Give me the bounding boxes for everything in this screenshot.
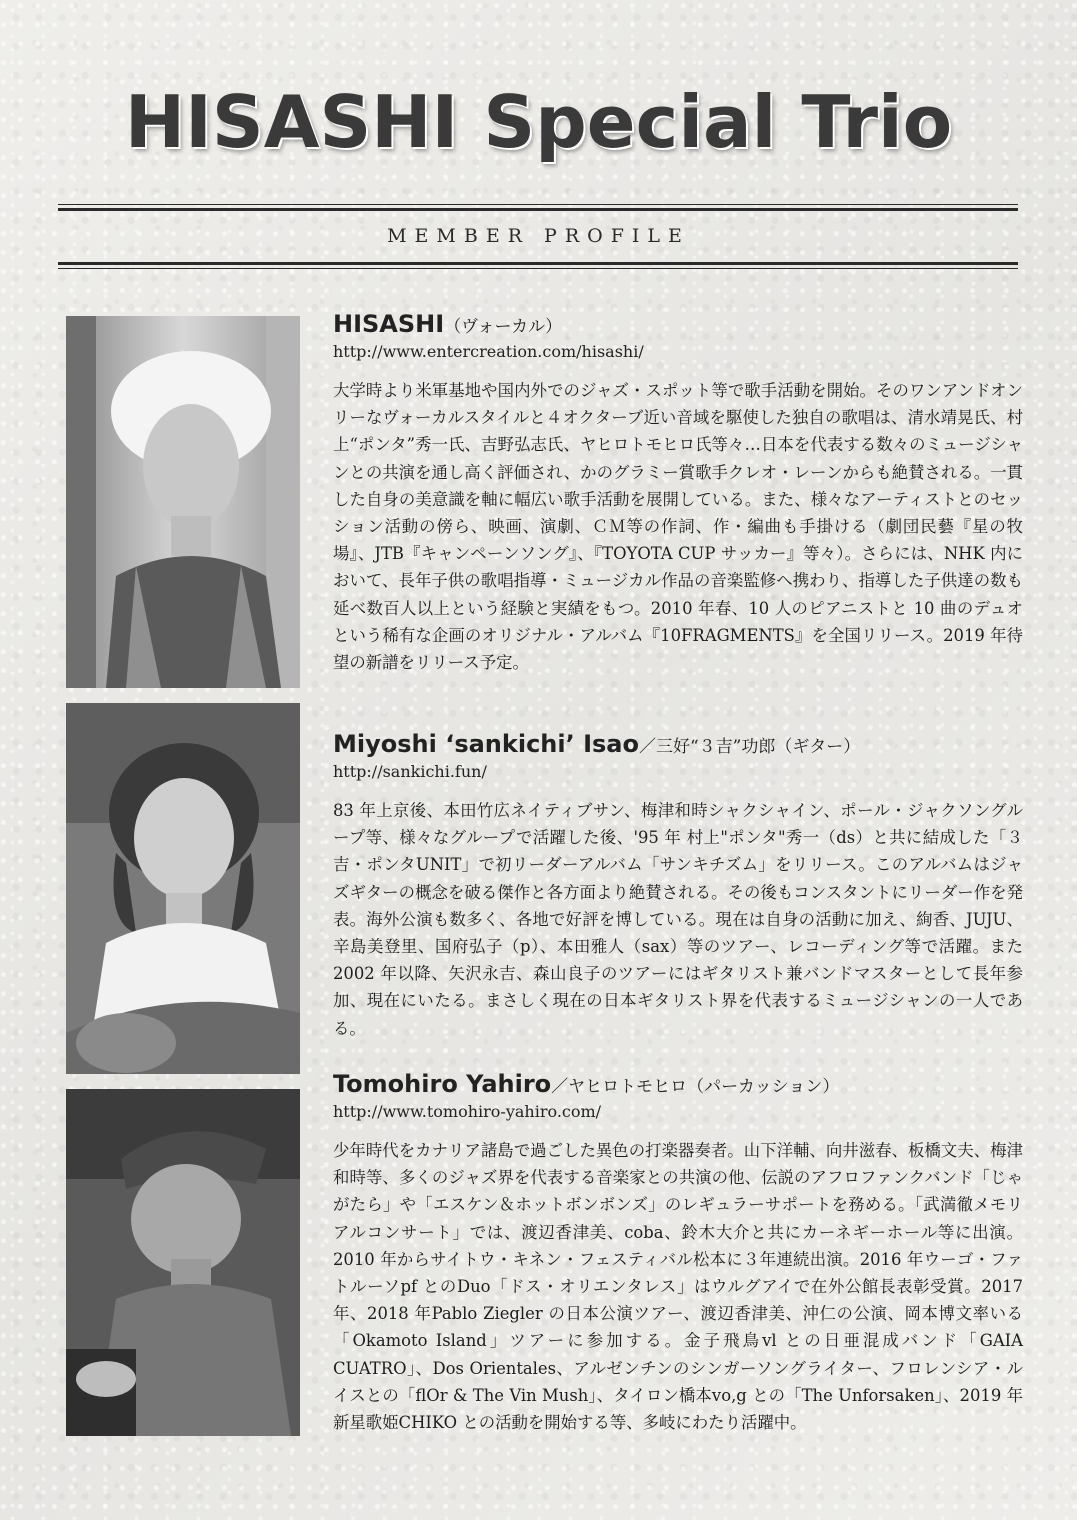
member-url-link[interactable]: http://www.tomohiro-yahiro.com/ [333, 1102, 602, 1121]
member-role: ／ヤヒロトモヒロ（パーカッション） [551, 1077, 840, 1097]
member-bio: 大学時より米軍基地や国内外でのジャズ・スポット等で歌手活動を開始。そのワンアンドオンリーなヴォーカルスタイルと４オクターブ近い音域を駆使した独自の歌唱は、清水靖晃氏、村上“ポンタ”秀一氏、吉野弘志氏、ヤヒロトモヒロ氏等々…日本を代表する数々のミュージシャンとの共演を通し高く評価され、かのグラミー賞歌手クレオ・レーンからも絶賛される。一貫した自身の美意識を軸に幅広い歌手活動を展開している。また、様々なアーティストとのセッション活動の傍ら、映画、演劇、ＣＭ等の作詞、作・編曲も手掛ける（劇団民藝『星の牧場』、JTB『キャンペーンソング』、『TOYOTA CUP サッカー』等々）。さらには、NHK 内において、長年子供の歌唱指導・ミュージカル作品の音楽監修へ携わり、指導した子供達の数も延べ数百人以上という経験と実績をもつ。2010 年春、10 人のピアニストと 10 曲のデュオという稀有な企画のオリジナル・アルバム『10FRAGMENTS』を全国リリース。2019 年待望の新譜をリリース予定。 [333, 381, 1023, 673]
member-name: Miyoshi ‘sankichi’ Isao [333, 730, 639, 758]
bottom-double-rule [58, 262, 1018, 272]
member-heading [333, 727, 1023, 761]
member-bio: 少年時代をカナリア諸島で過ごした異色の打楽器奏者。山下洋輔、向井滋春、板橋文夫、梅津和時等、多くのジャズ界を代表する音楽家との共演の他、伝説のアフロファンクバンド「じゃがたら」や「エスケン＆ホットボンボンズ」のレギュラーサポートを務める。「武満徹メモリアルコンサート」では、渡辺香津美、coba、鈴木大介と共にカーネギーホール等に出演。2010 年からサイトウ・キネン・フェスティバル松本に３年連続出演。2016 年ウーゴ・ファトルーソpf とのDuo「ドス・オリエンタレス」はウルグアイで在外公館長表彰受賞。2017 年、2018 年Pablo Ziegler の日本公演ツアー、渡辺香津美、沖仁の公演、岡本博文率いる「Okamoto Island」ツアーに参加する。金子飛鳥vl との日亜混成バンド「GAIA CUATRO」、Dos Orientales、アルゼンチンのシンガーソングライター、フロレンシア・ルイスとの「flOr & The Vin Mush」、タイロン橋本vo,g との「The Unforsaken」、2019 年新星歌姫CHIKO との活動を開始する等、多岐にわたり活躍中。 [333, 1141, 1023, 1433]
hisashi-photo [66, 316, 300, 688]
member-role: （ヴォーカル） [444, 317, 563, 337]
section-subtitle: MEMBER PROFILE [387, 225, 690, 247]
member-heading [333, 1067, 1023, 1101]
member-url-link[interactable]: http://www.entercreation.com/hisashi/ [333, 342, 644, 361]
member-bio: 83 年上京後、本田竹広ネイティブサン、梅津和時シャクシャイン、ポール・ジャクソングループ等、様々なグループで活躍した後、'95 年 村上"ポンタ"秀一（ds）と共に結成した「３吉・ポンタUNIT」で初リーダーアルバム「サンキチズム」をリリース。このアルバムはジャズギターの概念を破る傑作と各方面より絶賛される。その後もコンスタントにリーダー作を発表。海外公演も数多く、各地で好評を博している。現在は自身の活動に加え、絢香、JUJU、辛島美登里、国府弘子（p）、本田雅人（sax）等のツアー、レコーディング等で活躍。また 2002 年以降、矢沢永吉、森山良子のツアーにはギタリスト兼バンドマスターとして長年参加、現在にいたる。まさしく現在の日本ギタリスト界を代表するミュージシャンの一人である。 [333, 801, 1023, 1038]
page-title: HISASHI Special Trio [124, 80, 953, 164]
member-name: Tomohiro Yahiro [333, 1070, 552, 1098]
member-profile-miyoshi [333, 727, 1023, 1042]
member-role: ／三好“３吉”功郎（ギター） [638, 737, 861, 757]
member-heading [333, 307, 1023, 341]
member-profile-tomohiro [333, 1067, 1023, 1436]
member-url-link[interactable]: http://sankichi.fun/ [333, 762, 487, 781]
miyoshi-photo [66, 703, 300, 1074]
member-profile-hisashi [333, 307, 1023, 676]
tomohiro-photo [66, 1089, 300, 1436]
top-double-rule [58, 201, 1018, 211]
member-name: HISASHI [333, 310, 445, 338]
